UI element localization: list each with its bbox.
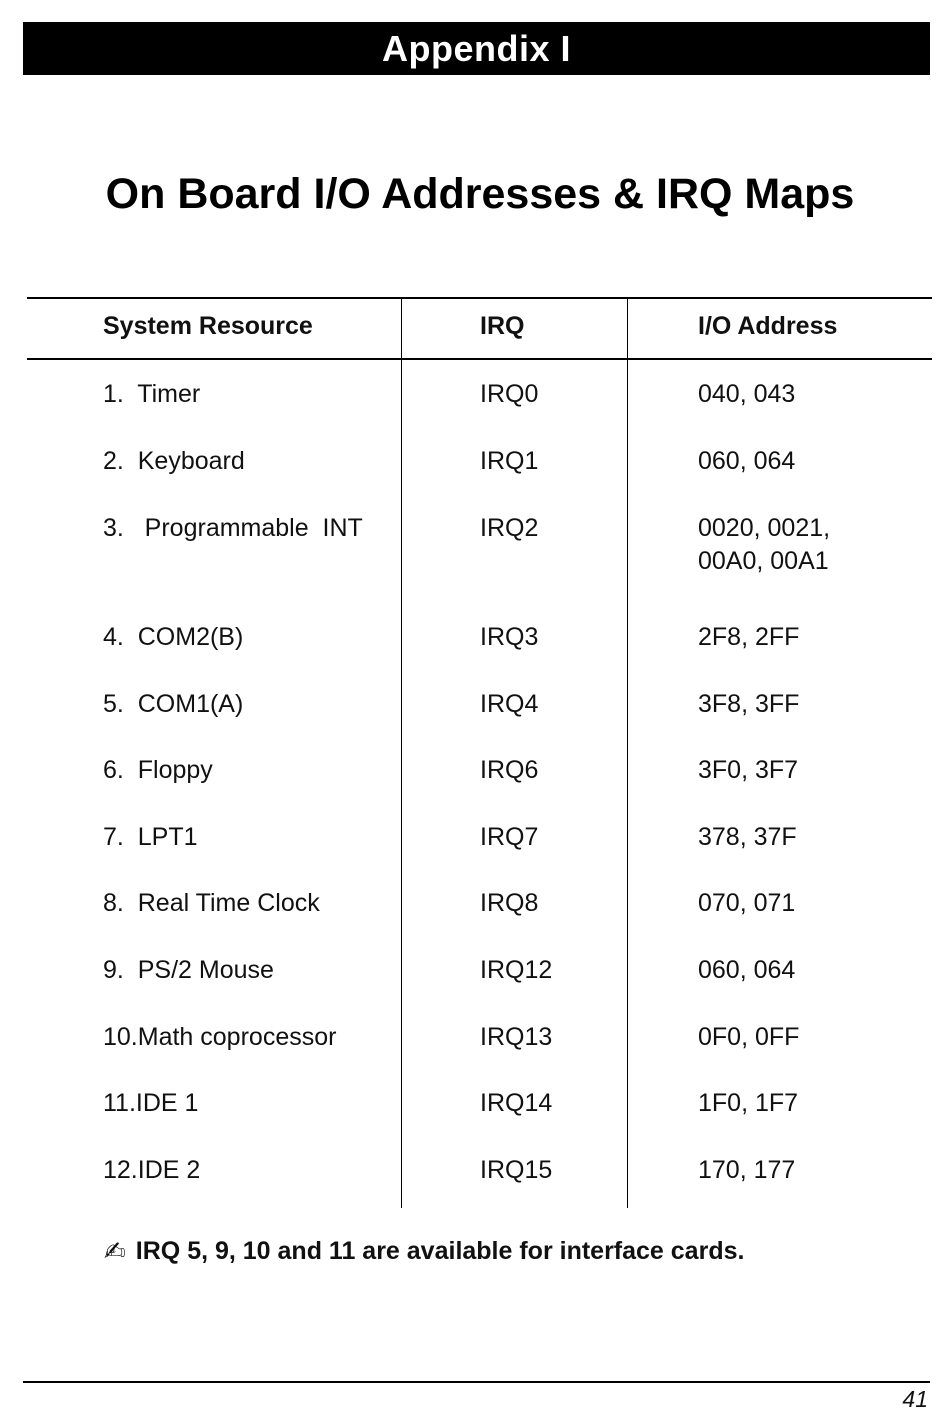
resource-cell: 7. LPT1: [103, 823, 198, 851]
appendix-banner: [23, 22, 930, 75]
resource-cell: 2. Keyboard: [103, 447, 245, 475]
table-header-rule: [27, 358, 932, 360]
io-cell: 040, 043: [698, 380, 796, 408]
table-top-rule: [27, 297, 932, 299]
irq-cell: IRQ13: [480, 1023, 553, 1051]
resource-cell: 12.IDE 2: [103, 1156, 201, 1184]
irq-cell: IRQ15: [480, 1156, 553, 1184]
irq-cell: IRQ3: [480, 623, 539, 651]
io-cell: 3F0, 3F7: [698, 756, 799, 784]
resource-cell: 8. Real Time Clock: [103, 889, 320, 917]
irq-cell: IRQ1: [480, 447, 539, 475]
resource-cell: 3. Programmable INT: [103, 514, 363, 542]
io-cell: 060, 064: [698, 447, 796, 475]
io-cell: 060, 064: [698, 956, 796, 984]
irq-cell: IRQ12: [480, 956, 553, 984]
resource-cell: 1. Timer: [103, 380, 201, 408]
io-cell: 378, 37F: [698, 823, 797, 851]
resource-cell: 4. COM2(B): [103, 623, 244, 651]
appendix-title: Appendix I: [381, 27, 571, 69]
irq-cell: IRQ7: [480, 823, 539, 851]
interface-cards-note: [104, 1236, 744, 1267]
resource-cell: 9. PS/2 Mouse: [103, 956, 274, 984]
column-divider-2: [627, 298, 628, 1208]
column-divider-1: [401, 298, 402, 1208]
io-cell: 3F8, 3FF: [698, 690, 800, 718]
resource-cell: 10.Math coprocessor: [103, 1023, 337, 1051]
io-cell: 070, 071: [698, 889, 796, 917]
irq-cell: IRQ0: [480, 380, 539, 408]
page-number: 41: [902, 1386, 928, 1412]
resource-cell: 6. Floppy: [103, 756, 213, 784]
io-cell: 2F8, 2FF: [698, 623, 800, 651]
irq-cell: IRQ6: [480, 756, 539, 784]
io-cell: 170, 177: [698, 1156, 796, 1184]
footer-rule: [23, 1381, 930, 1383]
header-irq: IRQ: [480, 312, 525, 340]
irq-cell: IRQ14: [480, 1089, 553, 1117]
page-title: On Board I/O Addresses & IRQ Maps: [105, 170, 855, 218]
resource-cell: 5. COM1(A): [103, 690, 244, 718]
io-cell: 1F0, 1F7: [698, 1089, 799, 1117]
pencil-note-icon: ✍: [104, 1236, 126, 1266]
irq-cell: IRQ8: [480, 889, 539, 917]
header-io-address: I/O Address: [698, 312, 838, 340]
io-cell: 0F0, 0FF: [698, 1023, 800, 1051]
note-text: IRQ 5, 9, 10 and 11 are available for interface cards.: [135, 1237, 745, 1265]
io-cell: 0020, 0021, 00A0, 00A1: [698, 514, 831, 575]
irq-cell: IRQ4: [480, 690, 539, 718]
header-system-resource: System Resource: [103, 312, 313, 340]
irq-cell: IRQ2: [480, 514, 539, 542]
resource-cell: 11.IDE 1: [103, 1089, 199, 1117]
